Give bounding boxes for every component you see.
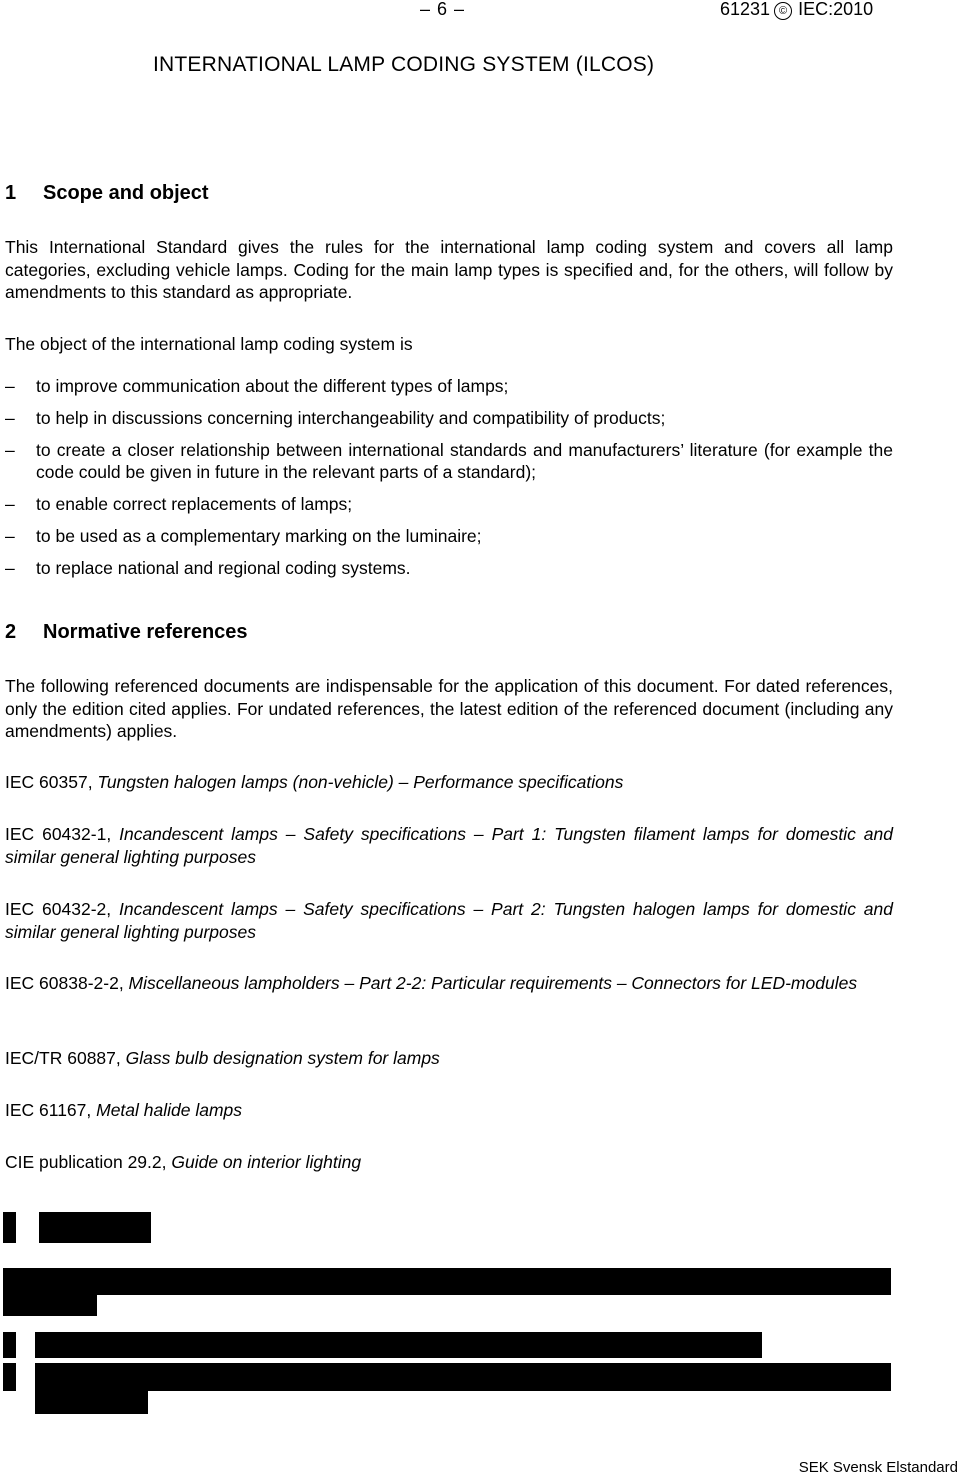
reference-entry: IEC 60432-2, Incandescent lamps – Safety specifications – Part 2: Tungsten halogen lamps for domestic and similar general lighting purposes [5,899,894,942]
object-intro-paragraph: The object of the international lamp coding system is [5,334,413,354]
objectives-list [5,375,893,589]
section-1-heading [5,182,209,205]
page-footer: SEK Svensk Elstandard [798,1459,958,1476]
redaction-block [3,1212,16,1243]
dash-bullet: – [5,558,15,578]
list-item: – to be used as a complementary marking on the luminaire; [5,526,482,546]
dash-bullet: – [5,408,15,428]
reference-entry: IEC 60357, Tungsten halogen lamps (non-vehicle) – Performance specifications [5,772,624,792]
reference-entry: IEC 60432-1, Incandescent lamps – Safety specifications – Part 1: Tungsten filament lamps for domestic and similar general lighting purposes [5,824,893,867]
dash-bullet: – [5,494,15,514]
section-title: Scope and object [43,182,209,204]
redaction-block [3,1295,97,1316]
section-2-heading [5,621,248,644]
references-intro-paragraph: The following referenced documents are indispensable for the application of this document. For dated references, only the edition cited applies. For undated references, the latest edition of the referenced document (including any amendments) applies. [5,676,893,741]
list-item: – to help in discussions concerning interchangeability and compatibility of products; [5,408,666,428]
redaction-block [3,1363,16,1391]
list-item: – to replace national and regional coding systems. [5,558,411,578]
doc-number: 61231 [720,0,771,19]
redaction-block [35,1363,891,1391]
document-title: INTERNATIONAL LAMP CODING SYSTEM (ILCOS) [153,53,655,76]
reference-entry: IEC 60838-2-2, Miscellaneous lampholders – Part 2-2: Particular requirements – Connectors for LED-modules [5,973,858,993]
redaction-block [3,1332,16,1358]
dash-bullet: – [5,440,15,460]
reference-entry: IEC/TR 60887, Glass bulb designation system for lamps [5,1048,440,1068]
list-item: – to improve communication about the different types of lamps; [5,376,509,396]
section-title: Normative references [43,621,248,643]
scope-paragraph: This International Standard gives the rules for the international lamp coding system and covers all lamp categories, excluding vehicle lamps. Coding for the main lamp types is specified and, for the others, will follow by amendments to this standard as appropriate. [5,237,893,302]
redaction-block [3,1268,891,1295]
redaction-block [35,1391,148,1414]
list-item: – to create a closer relationship between international standards and manufacturers’ literature (for example the code could be given in future in the relevant parts of a standard); [5,440,893,482]
page-header [0,0,960,22]
reference-entry: CIE publication 29.2, Guide on interior lighting [5,1152,362,1172]
redaction-block [39,1212,151,1243]
dash-bullet: – [5,526,15,546]
list-item: – to enable correct replacements of lamps; [5,494,353,514]
reference-entry: IEC 61167, Metal halide lamps [5,1100,243,1120]
copyright-icon: © [774,2,792,20]
document-reference [720,0,873,20]
page-number: – 6 – [420,0,466,19]
section-number: 2 [5,621,17,643]
section-number: 1 [5,182,17,204]
redaction-block [35,1332,762,1358]
dash-bullet: – [5,376,15,396]
doc-edition: IEC:2010 [798,0,874,19]
